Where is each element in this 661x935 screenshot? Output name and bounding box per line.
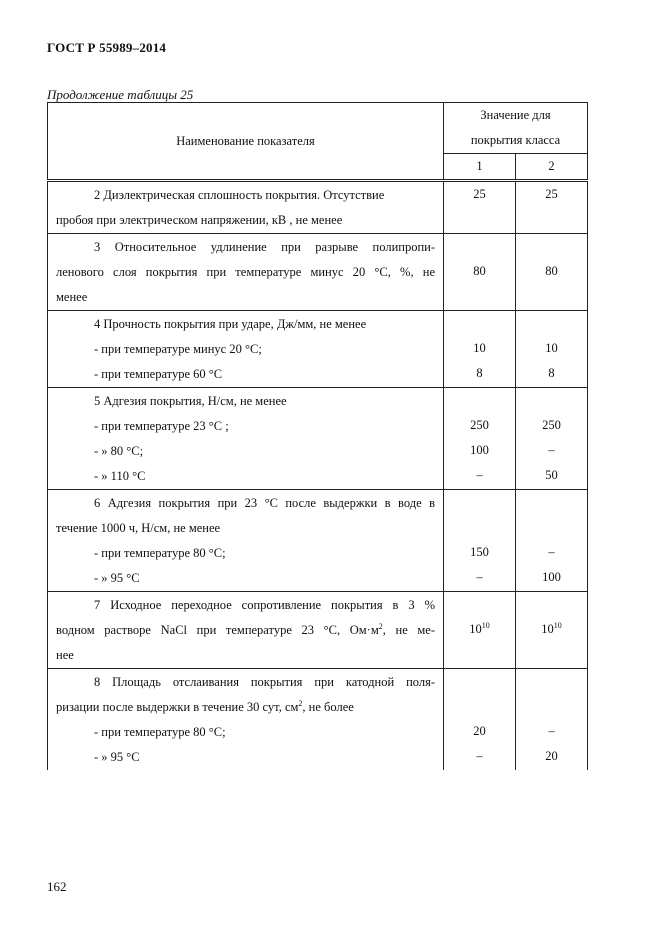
row-value-class1: 10 8	[444, 311, 516, 388]
column-header-value	[444, 103, 588, 154]
table-row	[48, 388, 588, 490]
table-row	[48, 592, 588, 669]
power-value: $10^{10}$	[541, 620, 562, 636]
row-value-class2: 10 8	[516, 311, 588, 388]
row-value-class2: – 20	[516, 669, 588, 771]
row-value-class1: 250 100 –	[444, 388, 516, 490]
row-label: 8 Площадь отслаивания покрытия при катодной поля- ризации после выдержки в течение 30 сут, $см^2$, не более - при температуре 80 °С; - » 95 °С	[48, 669, 444, 771]
table-row	[48, 311, 588, 388]
data-table	[47, 102, 587, 770]
row-label-line-with-unit: водном растворе NaCl при температуре 23 °С, $Ом\cdot м^2$, не ме-	[56, 621, 435, 637]
row-label: 4 Прочность покрытия при ударе, Дж/мм, не менее - при температуре минус 20 °С; - при температуре 60 °С	[48, 311, 444, 388]
column-header-name: Наименование показателя	[48, 103, 444, 181]
row-label: 7 Исходное переходное сопротивление покрытия в 3 % водном растворе NaCl при температуре 23 °С, $Ом\cdot м^2$, не ме- нее	[48, 592, 444, 669]
row-label: 6 Адгезия покрытия при 23 °С после выдержки в воде в течение 1000 ч, Н/см, не менее - при температуре 80 °С; - » 95 °С	[48, 490, 444, 592]
row-value-class1: 80	[444, 234, 516, 311]
row-value-class2: 250 – 50	[516, 388, 588, 490]
table-row	[48, 181, 588, 234]
page-number: 162	[47, 879, 67, 894]
row-label: 2 Диэлектрическая сплошность покрытия. Отсутствие пробоя при электрическом напряжении, кВ , не менее	[48, 181, 444, 234]
table-row	[48, 234, 588, 311]
column-header-value-line1: Значение для	[480, 108, 551, 122]
row-value-class1	[444, 592, 516, 669]
power-value: $10^{10}$	[469, 620, 490, 636]
column-header-class2: 2	[516, 154, 588, 181]
row-value-class1: 150 –	[444, 490, 516, 592]
row-label: 3 Относительное удлинение при разрыве полипропи- ленового слоя покрытия при температуре минус 20 °С, %, не менее	[48, 234, 444, 311]
table-row	[48, 669, 588, 771]
table-continuation-caption: Продолжение таблицы 25	[47, 87, 194, 102]
document-header: ГОСТ Р 55989–2014	[47, 40, 167, 55]
row-value-class2	[516, 592, 588, 669]
row-value-class2: 80	[516, 234, 588, 311]
column-header-class1: 1	[444, 154, 516, 181]
row-value-class2: – 100	[516, 490, 588, 592]
row-value-class1: 20 –	[444, 669, 516, 771]
table-row	[48, 490, 588, 592]
row-value-class2: 25	[516, 181, 588, 234]
row-label-line-with-unit: ризации после выдержки в течение 30 сут, $см^2$, не более	[56, 698, 354, 714]
column-header-value-line2: покрытия класса	[470, 133, 561, 147]
row-value-class1: 25	[444, 181, 516, 234]
row-label: 5 Адгезия покрытия, Н/см, не менее - при температуре 23 °С ; - » 80 °С; - » 110 °С	[48, 388, 444, 490]
